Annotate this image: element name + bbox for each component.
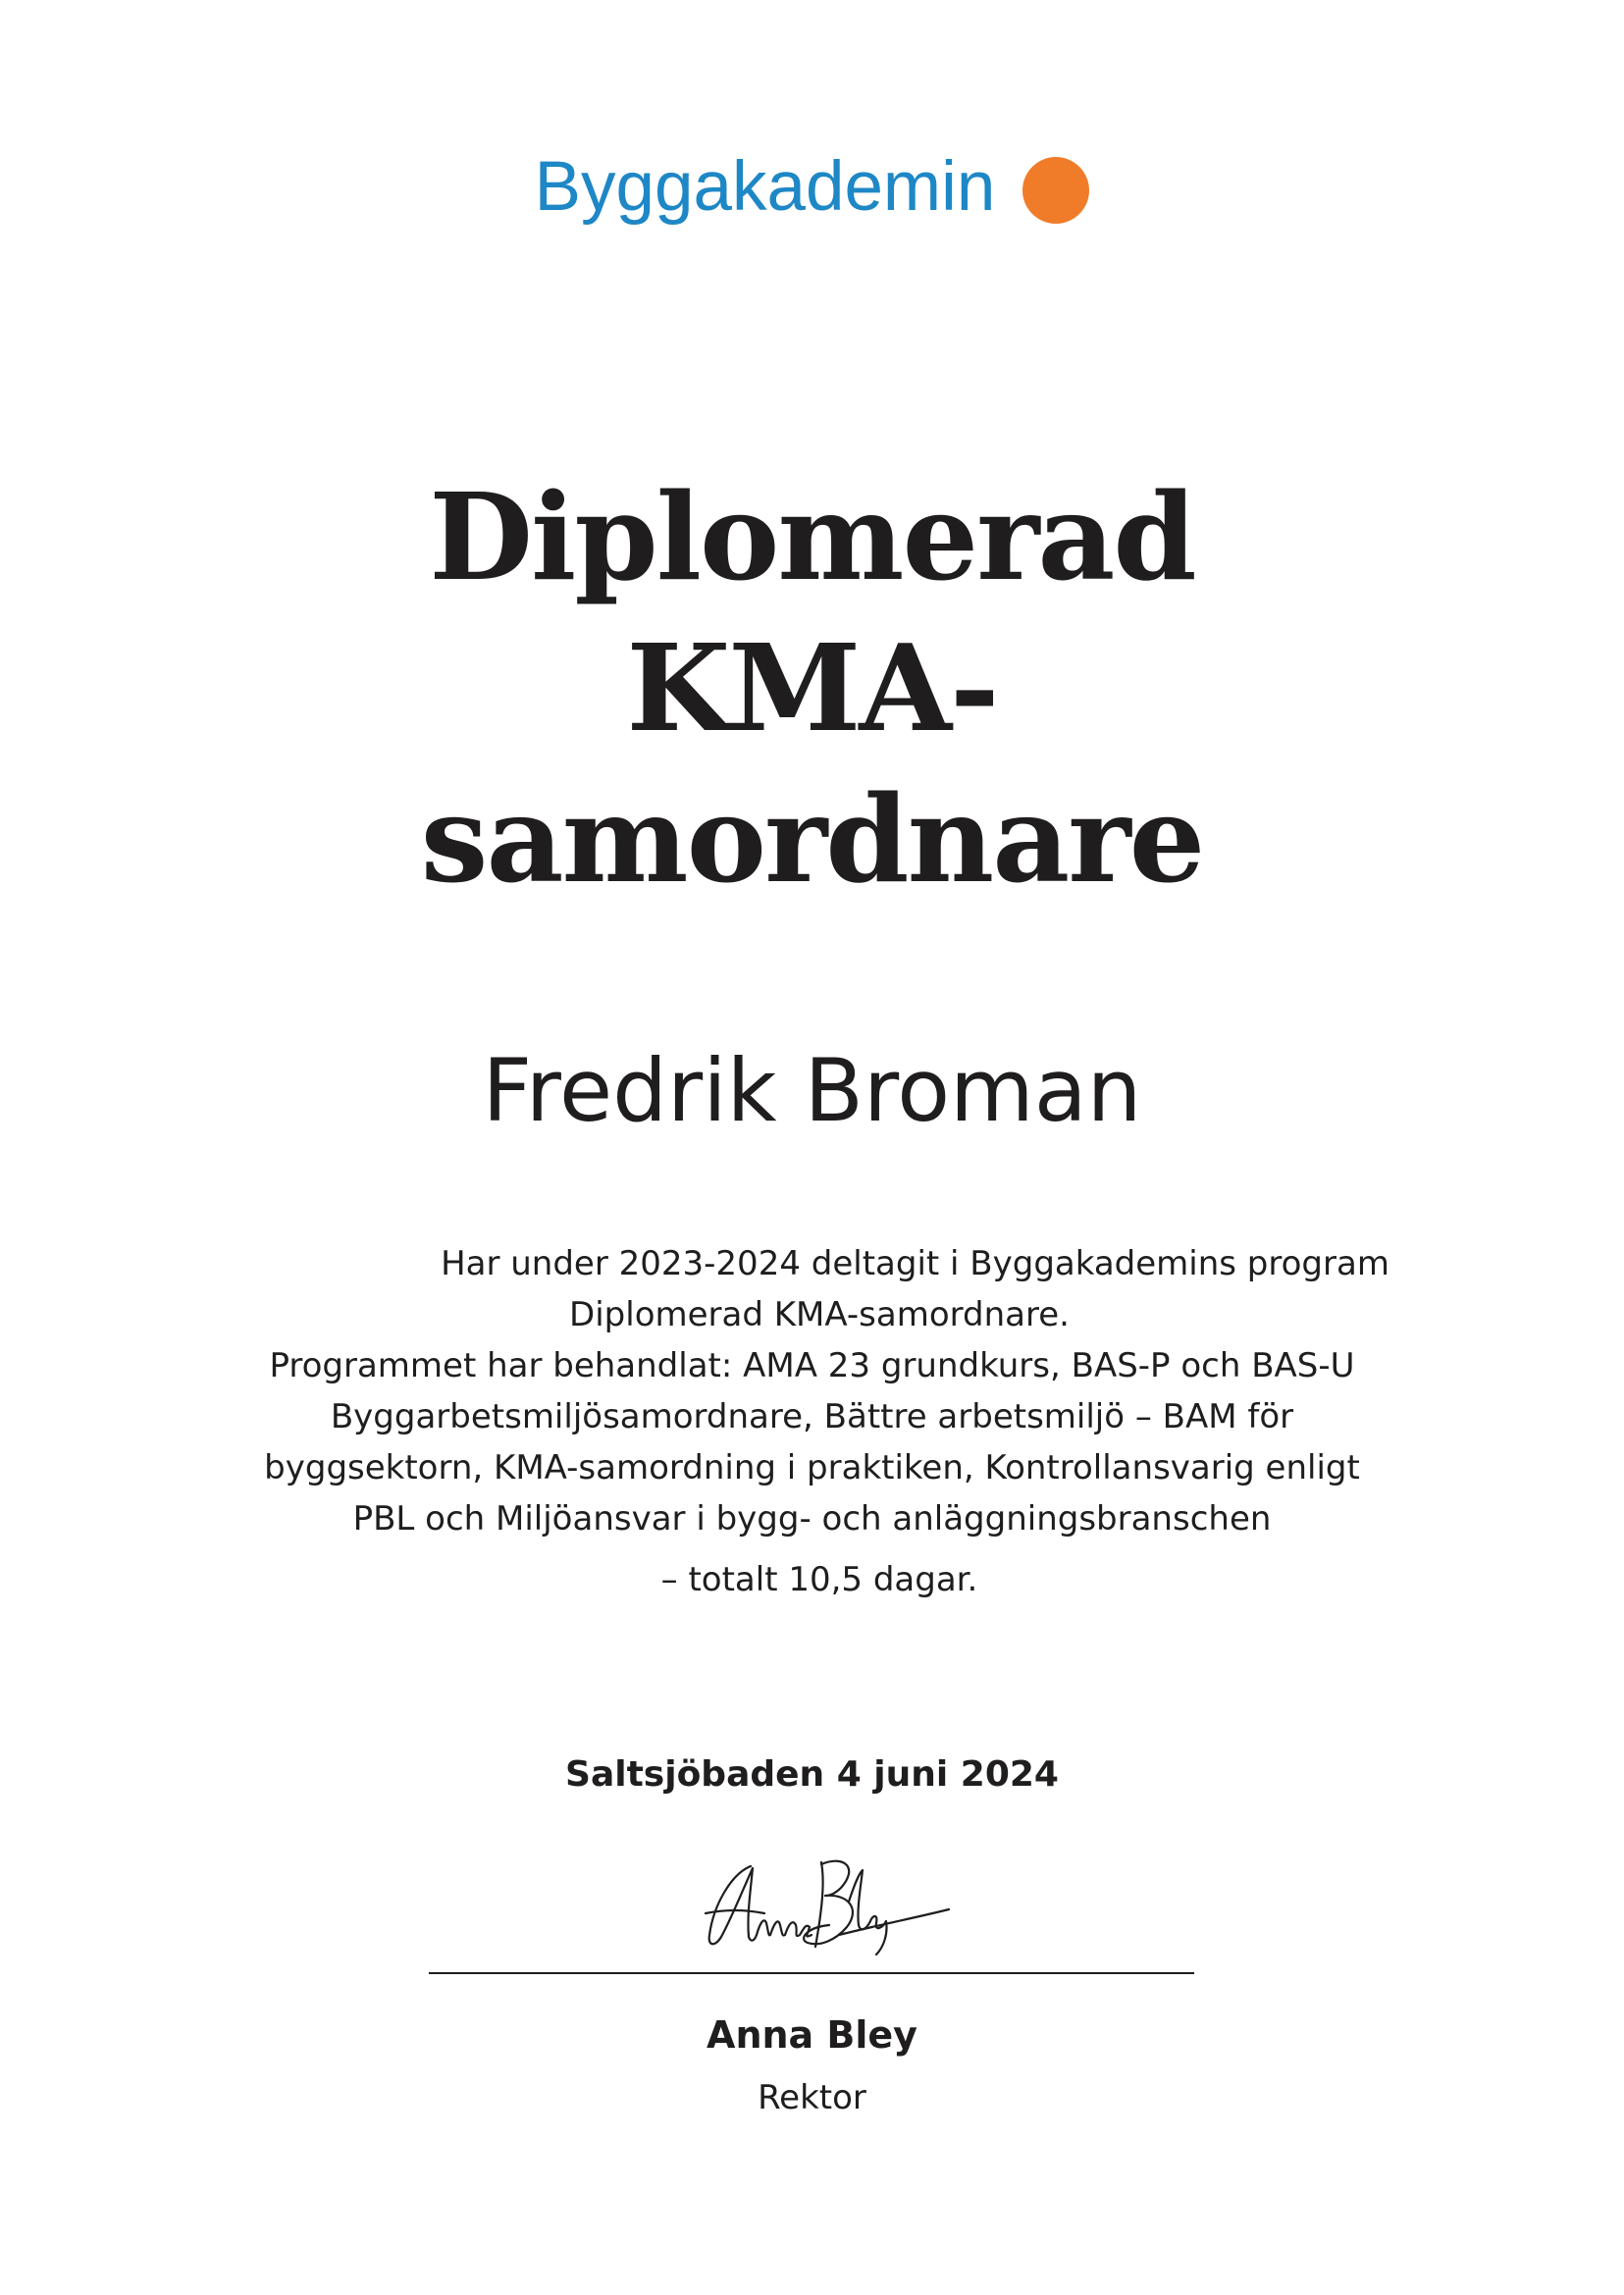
- logo: [0, 147, 1624, 227]
- signer-name: Anna Bley: [707, 2013, 917, 2057]
- title-line: Diplomerad: [429, 466, 1195, 607]
- logo-text: Byggakademin: [534, 148, 996, 226]
- signer-role: Rektor: [758, 2078, 866, 2117]
- diploma-description: [0, 1238, 1624, 1605]
- orange-dot-icon: [1022, 157, 1089, 224]
- description-line: Programmet har behandlat: AMA 23 grundkurs, BAS-P och BAS-U: [269, 1346, 1355, 1385]
- description-line: Har under 2023-2024 deltagit i Byggakademins program: [441, 1244, 1389, 1283]
- description-line: – totalt 10,5 dagar.: [660, 1560, 978, 1599]
- recipient-name: Fredrik Broman: [482, 1040, 1142, 1141]
- signature-line: [429, 1972, 1194, 1974]
- description-line: byggsektorn, KMA-samordning i praktiken, Kontrollansvarig enligt: [264, 1448, 1360, 1487]
- title-line: samordnare: [420, 768, 1204, 910]
- place-date: Saltsjöbaden 4 juni 2024: [565, 1754, 1059, 1795]
- description-line: Diplomerad KMA-samordnare.: [569, 1295, 1070, 1334]
- description-line: PBL och Miljöansvar i bygg- och anläggningsbranschen: [352, 1499, 1272, 1539]
- diploma-title: [0, 461, 1624, 914]
- description-line: Byggarbetsmiljösamordnare, Bättre arbetsmiljö – BAM för: [330, 1397, 1294, 1436]
- title-line: KMA-: [626, 617, 998, 758]
- handwritten-signature-icon: [692, 1845, 957, 1962]
